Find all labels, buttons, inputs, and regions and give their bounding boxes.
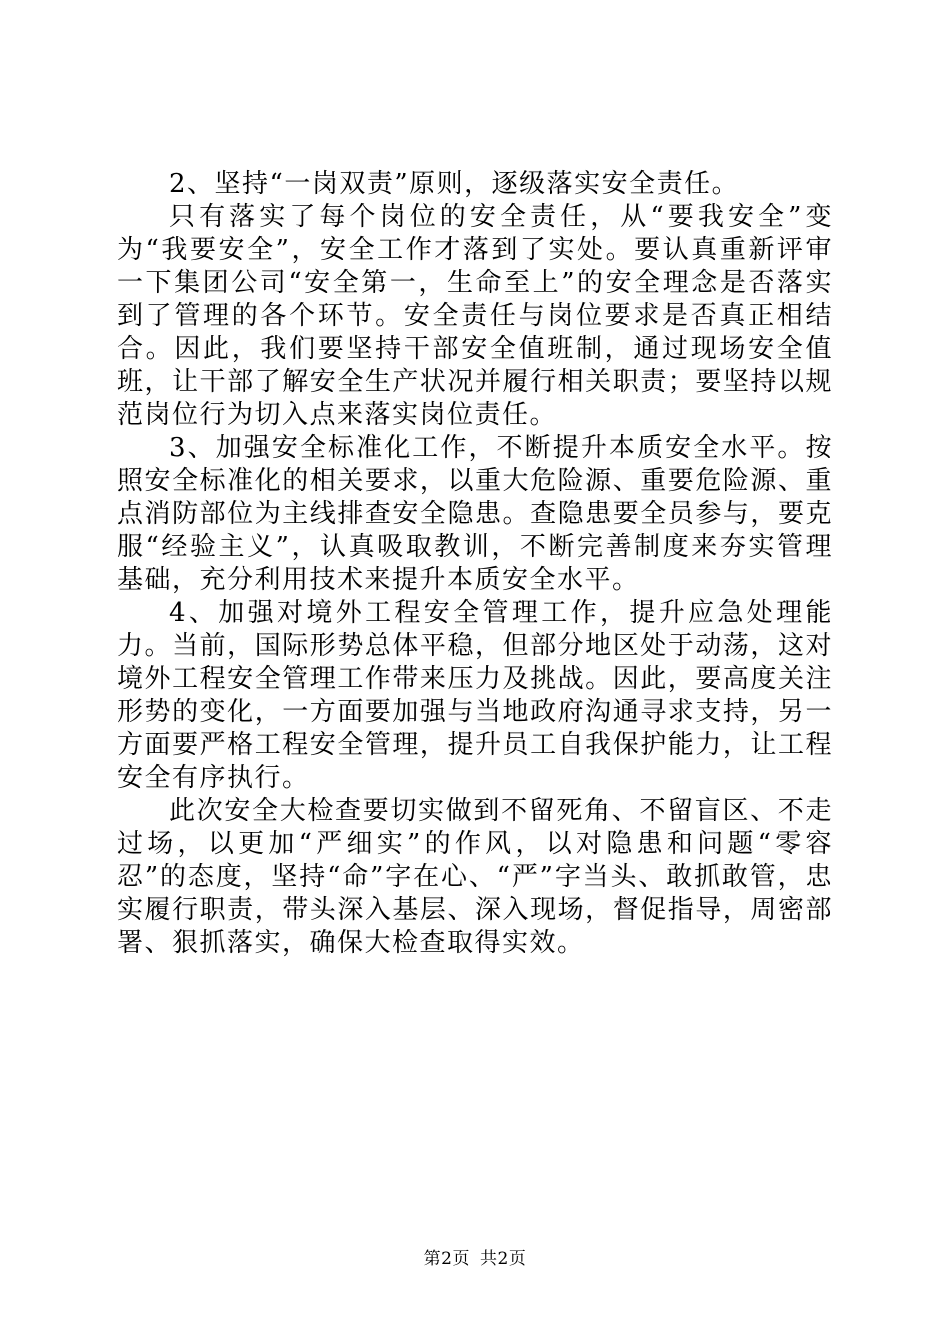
page-number-total: 共2页 bbox=[480, 1249, 527, 1269]
paragraph-standardization: 3、加强安全标准化工作，不断提升本质安全水平。按照安全标准化的相关要求，以重大危险源、重要危险源、重点消防部位为主线排查安全隐患。查隐患要全员参与，要克服“经验主义”，认真吸取教训，不断完善制度来夯实管理基础，充分利用技术来提升本质安全水平。 bbox=[117, 433, 833, 595]
page-footer bbox=[0, 1244, 950, 1269]
paragraph-conclusion: 此次安全大检查要切实做到不留死角、不留盲区、不走过场，以更加“严细实”的作风，以对隐患和问题“零容忍”的态度，坚持“命”字在心、“严”字当头、敢抓敢管，忠实履行职责，带头深入基层、深入现场，督促指导，周密部署、狠抓落实，确保大检查取得实效。 bbox=[117, 796, 833, 958]
paragraph-overseas-safety: 4、加强对境外工程安全管理工作，提升应急处理能力。当前，国际形势总体平稳，但部分地区处于动荡，这对境外工程安全管理工作带来压力及挑战。因此，要高度关注形势的变化，一方面要加强与当地政府沟通寻求支持，另一方面要严格工程安全管理，提升员工自我保护能力，让工程安全有序执行。 bbox=[117, 598, 833, 793]
paragraph-principle-heading: 2、坚持“一岗双责”原则，逐级落实安全责任。 bbox=[169, 169, 740, 199]
document-body bbox=[117, 168, 833, 960]
page-number-current: 第2页 bbox=[423, 1249, 470, 1269]
paragraph-responsibility: 只有落实了每个岗位的安全责任，从“要我安全”变为“我要安全”，安全工作才落到了实处。要认真重新评审一下集团公司“安全第一，生命至上”的安全理念是否落实到了管理的各个环节。安全责任与岗位要求是否真正相结合。因此，我们要坚持干部安全值班制，通过现场安全值班，让干部了解安全生产状况并履行相关职责；要坚持以规范岗位行为切入点来落实岗位责任。 bbox=[117, 202, 833, 430]
